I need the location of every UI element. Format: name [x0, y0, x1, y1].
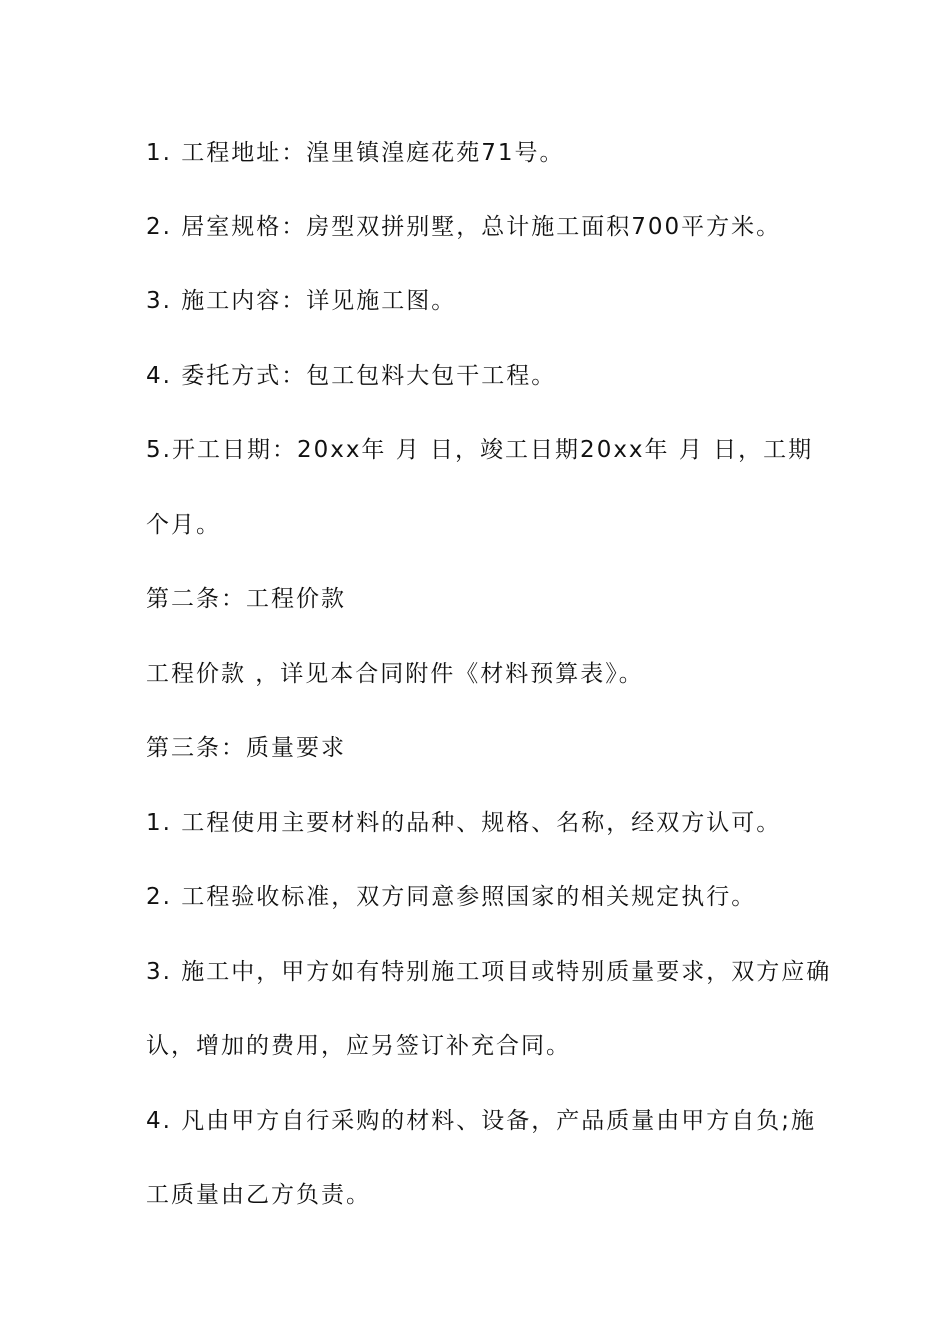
clause-item-content: 3. 施工内容：详见施工图。 — [146, 288, 457, 314]
price-paragraph: 工程价款 ，详见本合同附件《材料预算表》。 — [146, 661, 644, 687]
clause-item-method: 4. 委托方式：包工包料大包干工程。 — [146, 363, 557, 389]
quality-item-standard: 2. 工程验收标准，双方同意参照国家的相关规定执行。 — [146, 884, 757, 910]
quality-item-special-continued: 认，增加的费用，应另签订补充合同。 — [146, 1033, 571, 1059]
clause-item-spec: 2. 居室规格：房型双拼别墅，总计施工面积700平方米。 — [146, 214, 782, 240]
section-heading-quality: 第三条：质量要求 — [146, 735, 346, 761]
clause-item-dates: 5.开工日期：20xx年 月 日，竣工日期20xx年 月 日，工期 — [146, 437, 814, 463]
quality-item-materials: 1. 工程使用主要材料的品种、规格、名称，经双方认可。 — [146, 810, 782, 836]
clause-item-dates-continued: 个月。 — [146, 512, 221, 538]
clause-item-address: 1. 工程地址：湟里镇湟庭花苑71号。 — [146, 140, 565, 166]
quality-item-responsibility: 4. 凡由甲方自行采购的材料、设备，产品质量由甲方自负;施 — [146, 1108, 817, 1134]
section-heading-price: 第二条：工程价款 — [146, 586, 346, 612]
quality-item-responsibility-continued: 工质量由乙方负责。 — [146, 1182, 371, 1208]
quality-item-special: 3. 施工中，甲方如有特别施工项目或特别质量要求，双方应确 — [146, 959, 832, 985]
